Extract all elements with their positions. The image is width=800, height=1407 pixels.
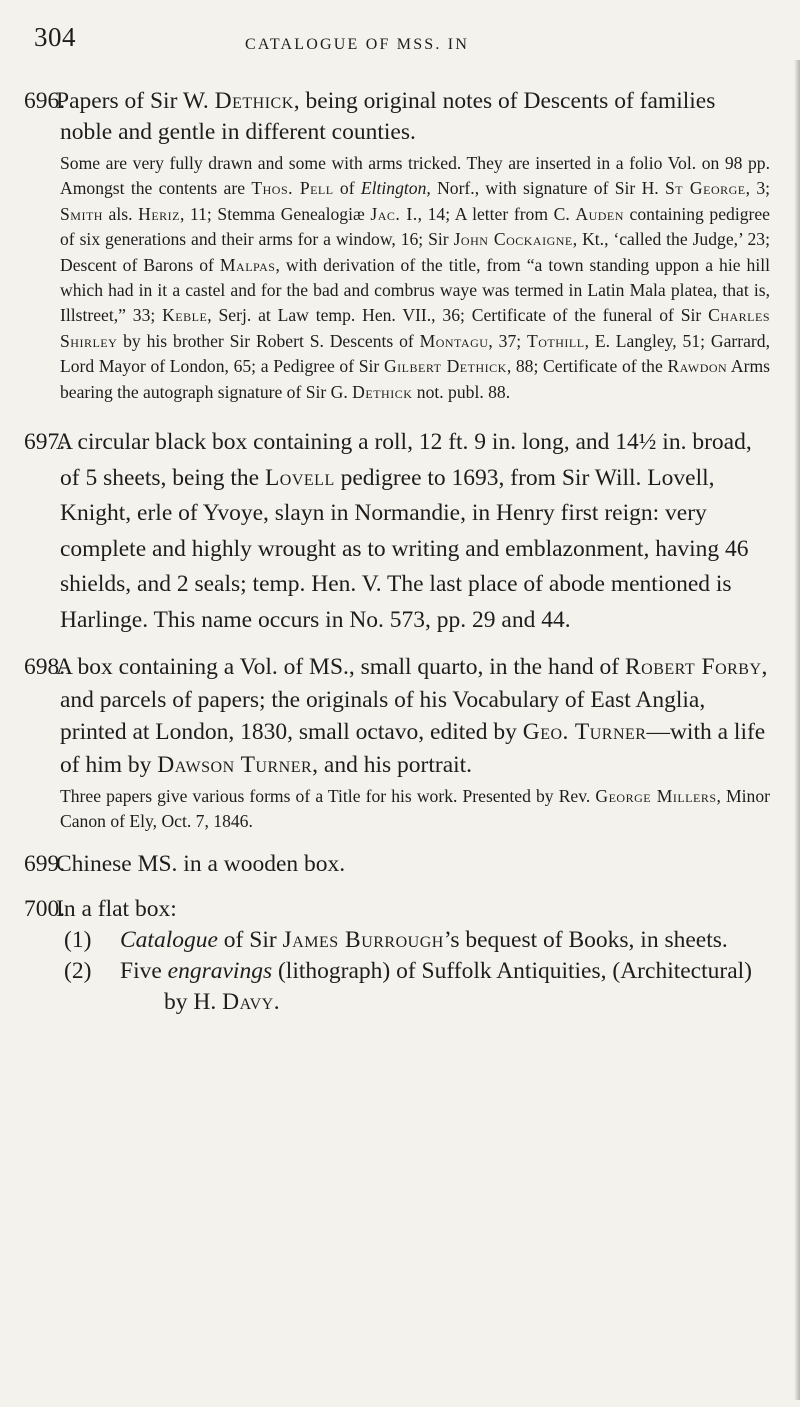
text-run: containing pedigree of six generations and their arms for a window, 16; Sir <box>60 203 770 250</box>
text-run: —with a life of him by <box>60 719 766 778</box>
text-run: , with derivation of the title, from “a town standing uppon a hie hill which had in it a castel and for the bad and combrus waye was termed in Latin Mala platea, that is, Illstreet,” 33; <box>60 254 771 326</box>
entry-note <box>0 784 800 835</box>
name-smallcaps: Smith <box>60 203 103 224</box>
name-smallcaps: Heriz <box>138 203 180 224</box>
name-smallcaps: Davy <box>222 988 274 1015</box>
entry-main-text <box>0 651 800 781</box>
entry-main-text <box>0 849 800 880</box>
page-edge-shadow <box>794 60 800 1400</box>
text-run: . <box>273 988 280 1015</box>
sub-item <box>0 925 800 956</box>
entry-699 <box>0 849 800 880</box>
entry-number: 698. <box>24 654 66 681</box>
text-run: , and his portrait. <box>312 751 473 778</box>
italic-text: engravings <box>167 957 273 984</box>
text-run: , being original notes of Descents of families noble and gentle in different counties. <box>60 88 716 145</box>
entries-list <box>0 86 800 1018</box>
entry-main-text <box>0 894 800 925</box>
name-smallcaps: Thos. Pell <box>251 178 334 199</box>
name-smallcaps: Dethick <box>352 381 413 402</box>
name-smallcaps: Auden <box>575 203 624 224</box>
entry-696 <box>0 86 800 405</box>
text-run: , Kt., ‘called the Judge,’ 23; Descent of Barons of <box>60 229 770 275</box>
entry-698 <box>0 651 800 835</box>
text-run: of Sir <box>217 926 283 953</box>
text-run: by his brother Sir Robert S. Descents of <box>117 330 420 351</box>
text-run: , 88; Certificate of the <box>506 356 668 377</box>
sub-item <box>0 956 800 1018</box>
text-run: Some are very fully drawn and some with arms tricked. They are inserted in a folio Vol. on 98 pp. Amongst the contents are <box>60 153 770 199</box>
entry-note <box>0 151 800 405</box>
entry-main-text <box>0 425 800 638</box>
text-run: Norf., with signature of Sir H. <box>430 178 665 199</box>
text-run: , Serj. at Law temp. Hen. VII., 36; Certificate of the funeral of Sir <box>207 305 709 326</box>
italic-text: Catalogue <box>120 926 218 953</box>
text-run: Three papers give various forms of a Title for his work. Presented by Rev. <box>60 786 596 807</box>
name-smallcaps: Jac. I. <box>370 203 418 224</box>
text-run: (lithograph) of Suffolk Antiquities, (Architectural) by H. <box>164 957 752 1015</box>
name-smallcaps: George Millers <box>595 786 717 807</box>
name-smallcaps: Malpas <box>219 254 276 275</box>
running-head: CATALOGUE OF MSS. IN <box>245 36 470 53</box>
text-run: , and parcels of papers; the originals of his Vocabulary of East Anglia, printed at London, 1830, small octavo, edited by <box>60 654 768 746</box>
entry-number: 700. <box>24 895 66 922</box>
name-smallcaps: Montagu <box>419 330 489 351</box>
name-smallcaps: Dethick <box>214 88 294 114</box>
text-run: A box containing a Vol. of MS., small quarto, in the hand of <box>56 654 625 681</box>
entry-number: 699. <box>24 850 66 877</box>
name-smallcaps: Robert Forby <box>624 654 762 681</box>
text-run: , 14; A letter from C. <box>417 203 576 224</box>
name-smallcaps: Gilbert Dethick <box>383 356 507 377</box>
text-run: ’s bequest of Books, in sheets. <box>443 926 728 953</box>
text-run: Chinese MS. in a wooden box. <box>56 850 346 877</box>
name-smallcaps: John Cockaigne <box>453 229 573 250</box>
name-smallcaps: Keble <box>162 305 208 326</box>
text-run: not. publ. 88. <box>412 381 511 402</box>
entry-number: 696. <box>24 88 66 114</box>
name-smallcaps: Lovell <box>264 464 335 491</box>
entry-697 <box>0 425 800 638</box>
name-smallcaps: James Burrough <box>282 926 444 953</box>
page-number: 304 <box>34 22 76 52</box>
italic-text: Eltington, <box>360 178 431 199</box>
sub-item-label: (1) <box>64 926 92 953</box>
text-run: pedigree to 1693, from Sir Will. Lovell, Knight, erle of Yvoye, slayn in Normandie, in Henry first reign: very complete and highly wrought as to writing and emblazonment, having 46 shields, and 2 seals; temp. Hen. V. The last place of abode mentioned is Harlinge. This name occurs in No. 573, pp. 29 and 44. <box>60 464 749 633</box>
text-run: of <box>333 178 361 199</box>
text-run: Arms bearing the autograph signature of Sir G. <box>60 356 770 402</box>
entry-main-text <box>0 86 800 148</box>
name-smallcaps: Charles Shirley <box>60 305 770 351</box>
entry-number: 697. <box>24 429 66 456</box>
name-smallcaps: Dawson Turner <box>157 751 313 778</box>
text-run: , 37; <box>488 330 527 351</box>
name-smallcaps: Rawdon <box>667 356 728 377</box>
text-run: Papers of Sir W. <box>56 88 215 114</box>
sub-item-text <box>60 925 770 956</box>
sub-item-label: (2) <box>64 957 92 984</box>
text-run: , 3; <box>745 178 771 199</box>
text-run: als. <box>102 203 139 224</box>
text-run: In a flat box: <box>56 895 177 922</box>
text-run: , Minor Canon of Ely, Oct. 7, 1846. <box>60 786 770 832</box>
text-run: A circular black box containing a roll, 12 ft. 9 in. long, and 14½ in. broad, of 5 sheets, being the <box>56 429 752 491</box>
name-smallcaps: Tothill <box>527 330 585 351</box>
sub-item-text <box>60 956 770 1018</box>
text-run: Five <box>120 957 168 984</box>
text-run: , E. Langley, 51; Garrard, Lord Mayor of London, 65; a Pedigree of Sir <box>60 330 770 377</box>
name-smallcaps: Geo. Turner <box>522 719 647 746</box>
name-smallcaps: St George <box>665 178 746 199</box>
entry-700 <box>0 894 800 1018</box>
text-run: , 11; Stemma Genealogiæ <box>179 203 371 224</box>
